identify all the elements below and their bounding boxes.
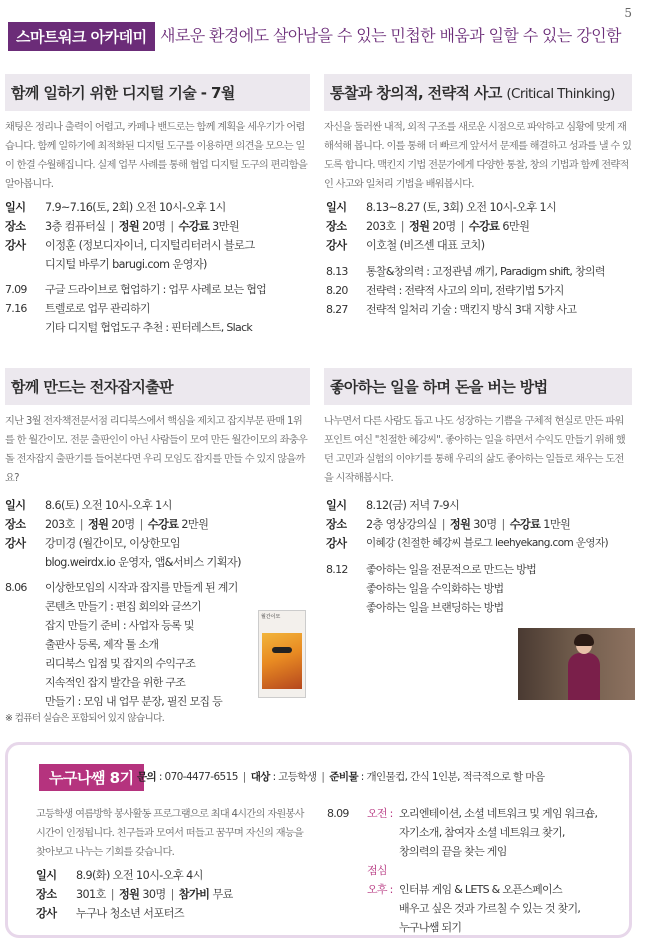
program-item [326,281,636,300]
section-title-earn-money [324,368,632,405]
program-text: 트렐로로 업무 관리하기 [45,302,150,315]
fee-value: 6만원 [502,220,530,233]
program-date [5,673,45,692]
capacity-value: 30명 [142,888,166,901]
section-title-text: 좋아하는 일을 하며 돈을 버는 방법 [330,378,548,396]
program-list [5,280,315,337]
program-text: 기타 디지털 협업도구 추천 : 핀터레스트, Slack [45,321,253,334]
place-label: 장소 [5,220,26,233]
program-item [326,300,636,319]
program-item [5,692,255,711]
inquiry-label: 문의 [137,771,157,783]
program-date [5,692,45,711]
place-value: 203호 [366,220,396,233]
program-item [326,560,636,579]
fee-label: 수강료 [468,220,500,233]
program-text: 전략적 일처리 기술 : 맥킨지 방식 3대 지향 사고 [366,303,577,316]
lecturer-label: 강사 [5,537,26,550]
program-item [5,616,255,635]
lecturer-value: 강미경 (월간이모, 이상한모임 [45,537,181,550]
lecturer-value: 누구나 청소년 서포터즈 [76,907,184,920]
place-label: 장소 [326,220,347,233]
target-value: 고등학생 [278,771,317,783]
program-text: 좋아하는 일을 수익화하는 방법 [366,582,504,595]
nuguna-tag: 누구나쌤 8기 [39,764,144,791]
morning-item: 자기소개, 참여자 소셜 네트워크 찾기, [399,826,565,839]
place-value: 301호 [76,888,106,901]
program-item [5,280,315,299]
section-intro: 자신을 둘러싼 내적, 외적 구조를 새로운 시점으로 파악하고 심황에 맞게 재해석해 봅니다. 이를 통해 더 빠르게 앞서서 문제를 해결하고 성과를 낼 수 있도록 합니다. 맥킨지 기법 전문가에게 다양한 통찰, 창의 기법과 함께 전략적인 사고와 일처리 기법을 배워봅시다. [324,122,632,190]
capacity-label: 정원 [449,518,471,531]
program-list [5,578,255,711]
academy-banner-tag: 스마트워크 아카데미 [8,22,155,51]
lecturer-label: 강사 [326,239,347,252]
date-label: 일시 [5,499,26,512]
date-value: 8.12(금) 저녁 7-9시 [366,499,460,512]
lecturer-label: 강사 [326,537,347,550]
program-text: 콘텐츠 만들기 : 편집 회의와 글쓰기 [45,600,201,613]
program-text: 출판사 등록, 제작 툴 소개 [45,638,159,651]
lecturer-label: 강사 [5,239,26,252]
fee-value: 3만원 [212,220,240,233]
prep-value: 개인물컵, 간식 1인분, 적극적으로 할 마음 [366,771,545,783]
course-info: 일시 8.6(토) 오전 10시-오후 1시 장소 203호 | 정원 20명 | 수강료 2만원 강사 강미경 (월간이모, 이상한모임 blog.weirdx.io 운영자, 앱&서비스 기획자) [5,496,315,572]
capacity-label: 정원 [408,220,430,233]
section-title-digital [5,74,310,111]
afternoon-item: 배우고 싶은 것과 가르칠 수 있는 것 찾기, [399,902,581,915]
afternoon-item: 누구나쌤 되기 [399,921,462,934]
morning-item: 창의력의 끝을 찾는 게임 [399,845,507,858]
date-label: 일시 [5,201,26,214]
program-item [326,598,636,617]
academy-tagline: 새로운 환경에도 살아남을 수 있는 민첩한 배움과 일할 수 있는 강인함 [160,26,621,45]
lecturer-value: 이정훈 (정보디자이너, 디지털리터러시 블로그 [45,239,255,252]
program-date [326,579,366,598]
date-value: 8.6(토) 오전 10시-오후 1시 [45,499,172,512]
place-label: 장소 [36,888,57,901]
program-date: 8.09 [327,807,349,820]
program-item [5,635,255,654]
program-item [5,597,255,616]
lecturer-value-cont: 디지털 바루기 barugi.com 운영자) [45,258,207,271]
section-intro: 지난 3월 전자책전문서점 리디북스에서 핵심을 제치고 잡지부문 판매 1위를 한 월간이모. 전문 출판인이 아닌 사람들이 모여 만든 월간이모의 좌충우돌 전자잡지 출판기를 들어본다면 우리 모임도 잡지를 만들 수 있지 않을까요? [5,416,308,484]
program-list [326,560,636,617]
date-value: 8.13~8.27 (토, 3회) 오전 10시-오후 1시 [366,201,557,214]
section-title-text: 함께 만드는 전자잡지출판 [11,378,174,396]
section-note: ※ 컴퓨터 실습은 포함되어 있지 않습니다. [5,713,165,724]
nuguna-info: 일시 8.9(화) 오전 10시-오후 4시 장소 301호 | 정원 30명 | 참가비 무료 강사 누구나 청소년 서포터즈 [36,866,316,923]
date-label: 일시 [36,869,57,882]
inquiry-phone: 070-4477-6515 [164,771,238,783]
program-list [326,262,636,319]
program-text: 통찰&창의력 : 고정관념 깨기, Paradigm shift, 창의력 [366,265,605,278]
section-title-text: 통찰과 창의적, 전략적 사고 [330,84,502,102]
magazine-cover-photo [262,633,302,689]
fee-value: 무료 [212,888,233,901]
place-label: 장소 [5,518,26,531]
fee-value: 1만원 [543,518,571,531]
date-value: 7.9~7.16(토, 2회) 오전 10시-오후 1시 [45,201,226,214]
fee-label: 수강료 [509,518,541,531]
program-text: 전략력 : 전략적 사고의 의미, 전략기법 5가지 [366,284,564,297]
nuguna-schedule [327,804,627,937]
section-title-critical-thinking [324,74,632,111]
program-date: 8.12 [326,563,348,576]
program-text: 리디북스 입점 및 잡지의 수익구조 [45,657,196,670]
lunch-label: 점심 [367,864,387,877]
program-item [5,654,255,673]
target-label: 대상 [250,771,270,783]
program-date: 7.09 [5,283,27,296]
section-title-emagazine [5,368,310,405]
program-item [5,299,315,318]
course-info: 일시 8.13~8.27 (토, 3회) 오전 10시-오후 1시 장소 203호 | 정원 20명 | 수강료 6만원 강사 이호철 (비즈센 대표 코치) [326,198,636,255]
program-text: 구글 드라이브로 협업하기 : 업무 사례로 보는 협업 [45,283,267,296]
program-text: 이상한모임의 시작과 잡지를 만들게 된 계기 [45,581,238,594]
program-text: 잡지 만들기 준비 : 사업자 등록 및 [45,619,194,632]
morning-item: 오리엔테이션, 소셜 네트워크 및 게임 워크숍, [399,807,598,820]
section-title-sub: (Critical Thinking) [506,86,615,102]
capacity-value: 20명 [142,220,166,233]
place-value: 3층 컴퓨터실 [45,220,106,233]
morning-label: 오전 : [367,807,393,820]
section-title-text: 함께 일하기 위한 디지털 기술 - 7월 [11,84,235,102]
program-date [5,616,45,635]
lecturer-value: 이혜강 (친절한 혜강씨 블로그 leehyekang.com 운영자) [366,537,609,549]
lecturer-value-cont: blog.weirdx.io 운영자, 앱&서비스 기획자) [45,556,241,569]
date-value: 8.9(화) 오전 10시-오후 4시 [76,869,203,882]
capacity-value: 20명 [111,518,135,531]
lecturer-value: 이호철 (비즈센 대표 코치) [366,239,485,252]
section-intro: 채팅은 정리나 출력이 어렵고, 카페나 밴드로는 함께 계획을 세우기가 어렵습니다. 함께 일하기에 최적화된 디지털 도구를 이용하면 의견을 모으는 일이 한결 수월해집니다. 실제 업무 사례를 통해 협업 디지털 도구의 편리함을 알아봅니다. [5,122,308,190]
capacity-label: 정원 [118,888,140,901]
page-number: 5 [624,6,632,20]
speaker-photo [518,628,635,700]
fee-value: 2만원 [181,518,209,531]
program-item [326,579,636,598]
fee-label: 참가비 [178,888,210,901]
magazine-title: 월간이모 [261,614,281,620]
program-text: 지속적인 잡지 발간을 위한 구조 [45,676,186,689]
afternoon-item: 인터뷰 게임 & LETS & 오픈스페이스 [399,883,562,896]
program-date: 8.20 [326,284,348,297]
capacity-value: 20명 [432,220,456,233]
program-date [5,635,45,654]
program-item [5,578,255,597]
program-date [5,654,45,673]
program-item [5,318,315,337]
capacity-label: 정원 [87,518,109,531]
program-text: 만들기 : 모임 내 업무 분장, 필진 모집 등 [45,695,223,708]
magazine-cover-image [258,610,306,698]
program-date: 7.16 [5,302,27,315]
program-date: 8.13 [326,265,348,278]
program-text: 좋아하는 일을 브랜딩하는 방법 [366,601,504,614]
place-value: 2층 영상강의실 [366,518,437,531]
place-label: 장소 [326,518,347,531]
program-item [326,262,636,281]
date-label: 일시 [326,201,347,214]
section-intro: 나누면서 다른 사람도 돕고 나도 성장하는 기쁨을 구체적 현실로 만든 파워포인트 여신 "친절한 혜강씨". 좋아하는 일을 하면서 수익도 만들기 위해 했던 고민과 실험의 이야기를 통해 우리의 삶도 좋아하는 일들로 채우는 도전을 시작해봅시다. [324,416,625,484]
program-date [5,597,45,616]
prep-label: 준비물 [329,771,359,783]
place-value: 203호 [45,518,75,531]
course-info: 일시 7.9~7.16(토, 2회) 오전 10시-오후 1시 장소 3층 컴퓨터실 | 정원 20명 | 수강료 3만원 강사 이정훈 (정보디자이너, 디지털리터러시 블로그 디지털 바루기 barugi.com 운영자) [5,198,315,274]
date-label: 일시 [326,499,347,512]
program-date [326,598,366,617]
program-item [5,673,255,692]
capacity-label: 정원 [118,220,140,233]
nuguna-intro: 고등학생 여름방학 봉사활동 프로그램으로 최대 4시간의 자원봉사시간이 인정됩니다. 친구들과 모여서 떠들고 꿈꾸며 자신의 재능을 찾아보고 나누는 기회를 갖습니다. [36,809,304,858]
nuguna-info-line: 문의 : 070-4477-6515 | 대상 : 고등학생 | 준비물 : 개인물컵, 간식 1인분, 적극적으로 할 마음 [137,771,545,783]
lecturer-label: 강사 [36,907,57,920]
program-date: 8.06 [5,581,27,594]
sunglasses-graphic [272,647,292,653]
afternoon-label: 오후 : [367,883,393,896]
program-text: 좋아하는 일을 전문적으로 만드는 방법 [366,563,537,576]
program-date: 8.27 [326,303,348,316]
capacity-value: 30명 [473,518,497,531]
course-info: 일시 8.12(금) 저녁 7-9시 장소 2층 영상강의실 | 정원 30명 | 수강료 1만원 강사 이혜강 (친절한 혜강씨 블로그 leehyekang.com 운영자) [326,496,636,553]
fee-label: 수강료 [147,518,179,531]
speaker-figure [568,636,598,700]
fee-label: 수강료 [178,220,210,233]
program-date [5,318,45,337]
